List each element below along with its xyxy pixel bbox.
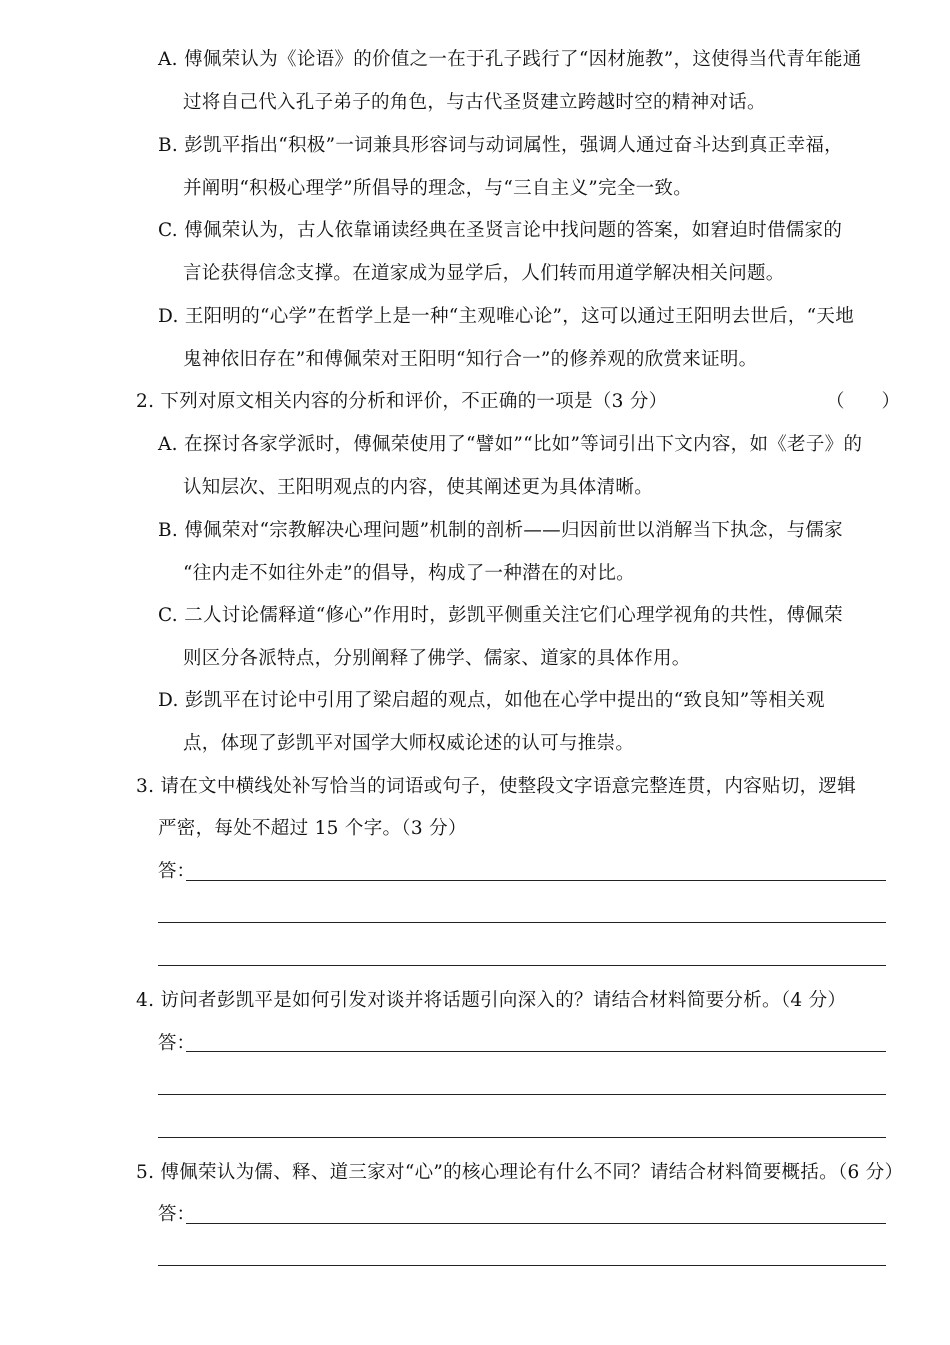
q2-option-a-line1: A. 在探讨各家学派时，傅佩荣使用了“譬如”“比如”等词引出下文内容，如《老子》的	[158, 434, 863, 455]
q1-option-a-line2: 过将自己代入孔子弟子的角色，与古代圣贤建立跨越时空的精神对话。	[183, 92, 766, 113]
q3-answer-line-3[interactable]	[158, 965, 886, 966]
q2-option-d-line2: 点，体现了彭凯平对国学大师权威论述的认可与推崇。	[183, 733, 635, 754]
q2-option-b-line1: B. 傅佩荣对“宗教解决心理问题”机制的剖析——归因前世以消解当下执念，与儒家	[158, 520, 843, 541]
q3-answer-line-1[interactable]	[186, 880, 886, 881]
q4-answer-line-3[interactable]	[158, 1137, 886, 1138]
q1-option-a-line1: A. 傅佩荣认为《论语》的价值之一在于孔子践行了“因材施教”，这使得当代青年能通	[158, 49, 862, 70]
q3-stem-line2: 严密，每处不超过 15 个字。（3 分）	[158, 818, 467, 839]
q1-option-d-line1: D. 王阳明的“心学”在哲学上是一种“主观唯心论”，这可以通过王阳明去世后，“天地	[158, 306, 855, 327]
q5-stem: 5. 傅佩荣认为儒、释、道三家对“心”的核心理论有什么不同？请结合材料简要概括。（6 分）	[136, 1162, 904, 1183]
q4-answer-line-1[interactable]	[186, 1051, 886, 1052]
q2-option-b-line2: “往内走不如往外走”的倡导，构成了一种潜在的对比。	[183, 563, 635, 584]
q5-answer-line-1[interactable]	[186, 1223, 886, 1224]
q2-option-c-line2: 则区分各派特点，分别阐释了佛学、儒家、道家的具体作用。	[183, 648, 691, 669]
q1-option-b-line1: B. 彭凯平指出“积极”一词兼具形容词与动词属性，强调人通过奋斗达到真正幸福，	[158, 135, 843, 156]
q2-option-c-line1: C. 二人讨论儒释道“修心”作用时，彭凯平侧重关注它们心理学视角的共性，傅佩荣	[158, 605, 843, 626]
q2-answer-parentheses: （ ）	[826, 391, 901, 412]
q5-answer-label: 答：	[158, 1204, 196, 1225]
q1-option-b-line2: 并阐明“积极心理学”所倡导的理念，与“三自主义”完全一致。	[183, 178, 693, 199]
q5-answer-line-2[interactable]	[158, 1265, 886, 1266]
q1-option-c-line1: C. 傅佩荣认为，古人依靠诵读经典在圣贤言论中找问题的答案，如窘迫时借儒家的	[158, 220, 843, 241]
q2-stem: 2. 下列对原文相关内容的分析和评价，不正确的一项是（3 分）	[136, 391, 668, 412]
q3-stem-line1: 3. 请在文中横线处补写恰当的词语或句子，使整段文字语意完整连贯，内容贴切，逻辑	[136, 776, 857, 797]
q2-option-d-line1: D. 彭凯平在讨论中引用了梁启超的观点，如他在心学中提出的“致良知”等相关观	[158, 690, 825, 711]
q1-option-c-line2: 言论获得信念支撑。在道家成为显学后，人们转而用道学解决相关问题。	[183, 263, 785, 284]
q4-stem: 4. 访问者彭凯平是如何引发对谈并将话题引向深入的？请结合材料简要分析。（4 分）	[136, 990, 847, 1011]
q4-answer-label: 答：	[158, 1033, 196, 1054]
q3-answer-line-2[interactable]	[158, 922, 886, 923]
q4-answer-line-2[interactable]	[158, 1094, 886, 1095]
q1-option-d-line2: 鬼神依旧存在”和傅佩荣对王阳明“知行合一”的修养观的欣赏来证明。	[183, 349, 758, 370]
q2-option-a-line2: 认知层次、王阳明观点的内容，使其阐述更为具体清晰。	[183, 477, 654, 498]
q3-answer-label: 答：	[158, 861, 196, 882]
